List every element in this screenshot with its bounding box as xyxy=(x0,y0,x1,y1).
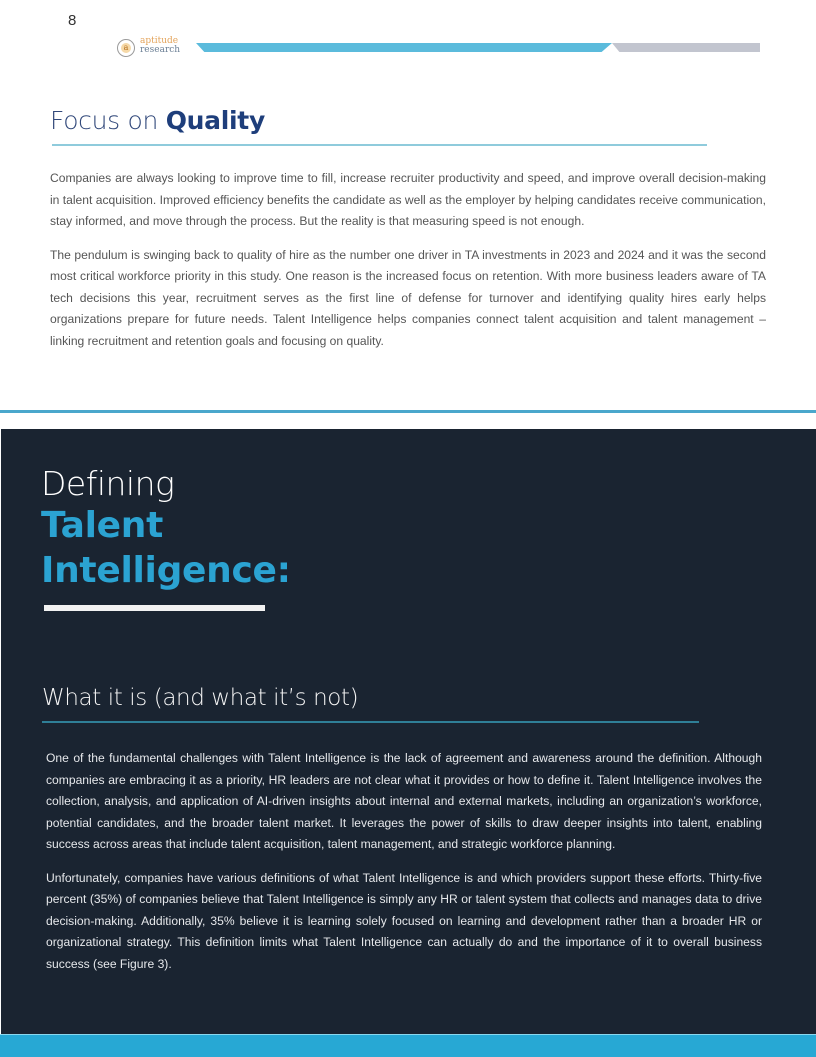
title-prefix: Focus on xyxy=(50,106,166,135)
paragraph: Companies are always looking to improve time to fill, increase recruiter productivity and speed, and improve overall decision-making in talent acquisition. Improved efficiency benefits the candidate as well as the employer by helping candidates receive communication, stay informed, and move through the process. But the reality is that measuring speed is not enough. xyxy=(50,171,766,228)
defining-heading-line-3: Intelligence: xyxy=(41,550,291,591)
footer-accent-strip xyxy=(0,1034,816,1057)
defining-heading-line-1: Defining xyxy=(41,464,175,503)
section-divider xyxy=(0,410,816,413)
logo-line-2: research xyxy=(140,45,181,55)
page-number: 8 xyxy=(68,12,77,29)
logo-wordmark xyxy=(140,37,180,55)
paragraph: The pendulum is swinging back to quality of hire as the number one driver in TA investments in 2023 and 2024 and it was the second most critical workforce priority in this study. One reason is the increased focus on retention. With more business leaders aware of TA tech decisions this year, recruitment serves as the first line of defense for turnover and identifying quality hires early helps organizations prepare for future needs. Talent Intelligence helps companies connect talent acquisition and talent management – linking recruitment and retention goals and focusing on quality. xyxy=(50,247,766,348)
what-it-is-title: What it is (and what it’s not) xyxy=(42,685,359,711)
paragraph: Unfortunately, companies have various definitions of what Talent Intelligence is and which providers support these efforts. Thirty-five percent (35%) of companies believe that Talent Intelligence is simply any HR or talent system that collects and manages data to drive decision-making. Additionally, 35% believe it is learning solely focused on learning and development rather than a broader HR or organizational strategy. This definition limits what Talent Intelligence can actually do and the importance of it to overall business success (see Figure 3). xyxy=(46,870,762,971)
logo-letter: a xyxy=(121,43,131,53)
header-blue-bar xyxy=(196,43,612,52)
aptitude-research-logo-icon xyxy=(117,39,135,57)
logo-line-1: aptitude xyxy=(140,36,179,46)
page-header xyxy=(0,0,816,80)
defining-heading-underline xyxy=(44,605,265,611)
what-it-is-body xyxy=(46,748,762,987)
defining-heading-line-2: Talent xyxy=(41,505,164,546)
header-gray-bar xyxy=(612,43,760,52)
paragraph: One of the fundamental challenges with Talent Intelligence is the lack of agreement and awareness around the definition. Although companies are embracing it as a priority, HR leaders are not clear what it provides or how to define it. Talent Intelligence involves the collection, analysis, and application of AI-driven insights about internal and external markets, including an organization’s workforce, potential candidates, and the broader talent market. It leverages the power of skills to draw deeper insights into talent, enabling success across areas that include talent acquisition, talent management, and strategic workforce planning. xyxy=(46,751,762,851)
title-emphasis: Quality xyxy=(165,106,265,135)
focus-section-title xyxy=(50,106,265,135)
focus-section-body xyxy=(50,168,766,364)
aptitude-research-logo xyxy=(117,37,187,63)
what-it-is-underline xyxy=(42,721,699,723)
focus-title-underline xyxy=(52,144,707,146)
